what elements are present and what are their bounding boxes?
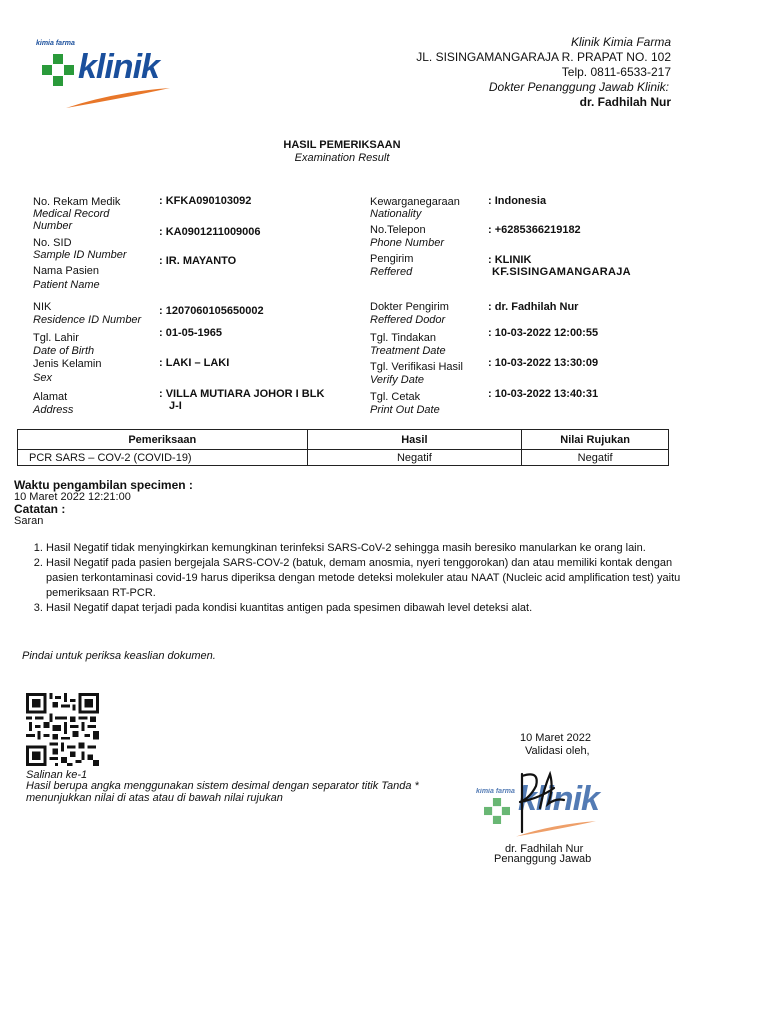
tindakan-label-en: Treatment Date xyxy=(370,345,446,357)
kirim-value-2: KF.SISINGAMANGARAJA xyxy=(492,266,631,278)
signature-validasi: Validasi oleh, xyxy=(525,745,590,757)
nama-label-en: Patient Name xyxy=(33,279,100,291)
kirim-label: Pengirim xyxy=(370,253,414,265)
dokter-value: : dr. Fadhilah Nur xyxy=(488,301,579,313)
clinic-doctor-name: dr. Fadhilah Nur xyxy=(579,95,671,109)
table-header: Hasil xyxy=(307,430,522,450)
lahir-label: Tgl. Lahir xyxy=(33,332,79,344)
nik-label-en: Residence ID Number xyxy=(33,314,142,326)
table-header: Nilai Rujukan xyxy=(522,430,669,450)
result-table xyxy=(17,429,669,466)
cetak-value: : 10-03-2022 13:40:31 xyxy=(488,388,599,400)
rekam-label: No. Rekam Medik xyxy=(33,196,121,208)
warga-value: : Indonesia xyxy=(488,195,547,207)
stamp-brand-small: kimia farma xyxy=(476,788,515,795)
warga-label-en: Nationality xyxy=(370,208,422,220)
dokter-label: Dokter Pengirim xyxy=(370,301,449,313)
cetak-label-en: Print Out Date xyxy=(370,404,440,416)
kelamin-value: : LAKI – LAKI xyxy=(159,357,230,369)
kelamin-label-en: Sex xyxy=(33,372,52,384)
table-header-row xyxy=(18,430,669,450)
list-item: 1. Hasil Negatif tidak menyingkirkan kemungkinan terinfeksi SARS-CoV-2 sehingga masih beresiko manularkan ke orang lain. xyxy=(46,541,706,556)
list-item: 2. Hasil Negatif pada pasien bergejala SARS-COV-2 (batuk, demam anosmia, nyeri tenggorokan) dan atau memiliki kontak dengan pasien terkontaminasi covid-19 harus diperiksa dengan metode deteksi molekuler atau NAAT (Nucleic acid amplification test) yaitu pemeriksaan RT-PCR. xyxy=(46,556,706,601)
specimen-label: Waktu pengambilan specimen : xyxy=(14,478,193,492)
specimen-value: 10 Maret 2022 12:21:00 xyxy=(14,491,131,503)
clinic-address: JL. SISINGAMANGARAJA R. PRAPAT NO. 102 xyxy=(416,50,671,64)
rekam-value: : KFKA090103092 xyxy=(159,195,252,207)
warga-label: Kewarganegaraan xyxy=(370,196,460,208)
table-header: Pemeriksaan xyxy=(18,430,308,450)
sid-label-en: Sample ID Number xyxy=(33,249,127,261)
logo-brand-word: klinik xyxy=(78,48,159,86)
tindakan-value: : 10-03-2022 12:00:55 xyxy=(488,327,599,339)
qr-code-icon[interactable] xyxy=(26,693,99,766)
kelamin-label: Jenis Kelamin xyxy=(33,358,102,370)
saran-text: Saran xyxy=(14,515,44,527)
nik-label: NIK xyxy=(33,301,52,313)
table-cell: Negatif xyxy=(307,450,522,466)
desimal-note-1: Hasil berupa angka menggunakan sistem desimal dengan separator titik Tanda * xyxy=(26,780,419,792)
stamp-brand-word: klinik xyxy=(518,780,599,818)
list-item: 3. Hasil Negatif dapat terjadi pada kondisi kuantitas antigen pada spesimen dibawah level deteksi alat. xyxy=(46,601,706,616)
table-row xyxy=(18,450,669,466)
telp-value: : +6285366219182 xyxy=(488,224,581,236)
telp-label: No.Telepon xyxy=(370,224,426,236)
alamat-label-en: Address xyxy=(33,404,74,416)
cross-icon xyxy=(42,54,74,86)
signature-stamp xyxy=(474,768,624,848)
page-subtitle: Examination Result xyxy=(294,152,390,164)
sid-label: No. SID xyxy=(33,237,72,249)
rekam-label-en2: Number xyxy=(33,220,73,232)
verif-value: : 10-03-2022 13:30:09 xyxy=(488,357,599,369)
alamat-value-2: J-I xyxy=(169,400,182,412)
nama-label: Nama Pasien xyxy=(33,265,100,277)
salinan-text: Salinan ke-1 xyxy=(26,769,88,781)
scan-instruction: Pindai untuk periksa keaslian dokumen. xyxy=(22,650,216,662)
table-cell: Negatif xyxy=(522,450,669,466)
clinic-doctor-label: Dokter Penanggung Jawab Klinik: xyxy=(488,80,669,94)
clinic-name: Klinik Kimia Farma xyxy=(570,35,671,49)
catatan-label: Catatan : xyxy=(14,502,66,516)
alamat-value: : VILLA MUTIARA JOHOR I BLK xyxy=(159,388,325,400)
sid-value: : KA0901211009006 xyxy=(159,226,261,238)
telp-label-en: Phone Number xyxy=(370,237,444,249)
dokter-label-en: Reffered Dodor xyxy=(370,314,446,326)
kirim-value: : KLINIK xyxy=(488,254,532,266)
lahir-value: : 01-05-1965 xyxy=(159,327,222,339)
clinic-logo xyxy=(34,40,174,112)
table-cell: PCR SARS – COV-2 (COVID-19) xyxy=(18,450,308,466)
verif-label-en: Verify Date xyxy=(370,374,425,386)
notes-list xyxy=(14,541,706,616)
desimal-note-2: menunjukkan nilai di atas atau di bawah nilai rujukan xyxy=(26,792,283,804)
logo-brand-small: kimia farma xyxy=(36,40,75,47)
nama-value: : IR. MAYANTO xyxy=(159,255,237,267)
signature-scribble-icon xyxy=(510,768,580,838)
verif-label: Tgl. Verifikasi Hasil xyxy=(370,361,463,373)
tindakan-label: Tgl. Tindakan xyxy=(370,332,437,344)
lahir-label-en: Date of Birth xyxy=(33,345,95,357)
signature-date: 10 Maret 2022 xyxy=(520,732,591,744)
nik-value: : 1207060105650002 xyxy=(159,305,264,317)
cetak-label: Tgl. Cetak xyxy=(370,391,421,403)
alamat-label: Alamat xyxy=(33,391,68,403)
clinic-phone: Telp. 0811-6533-217 xyxy=(561,65,671,79)
kirim-label-en: Reffered xyxy=(370,266,413,278)
page-title: HASIL PEMERIKSAAN xyxy=(283,139,401,151)
rekam-label-en: Medical Record xyxy=(33,208,110,220)
signature-role: Penanggung Jawab xyxy=(494,853,592,865)
swoosh-icon xyxy=(64,84,172,110)
signature-name: dr. Fadhilah Nur xyxy=(505,843,584,855)
